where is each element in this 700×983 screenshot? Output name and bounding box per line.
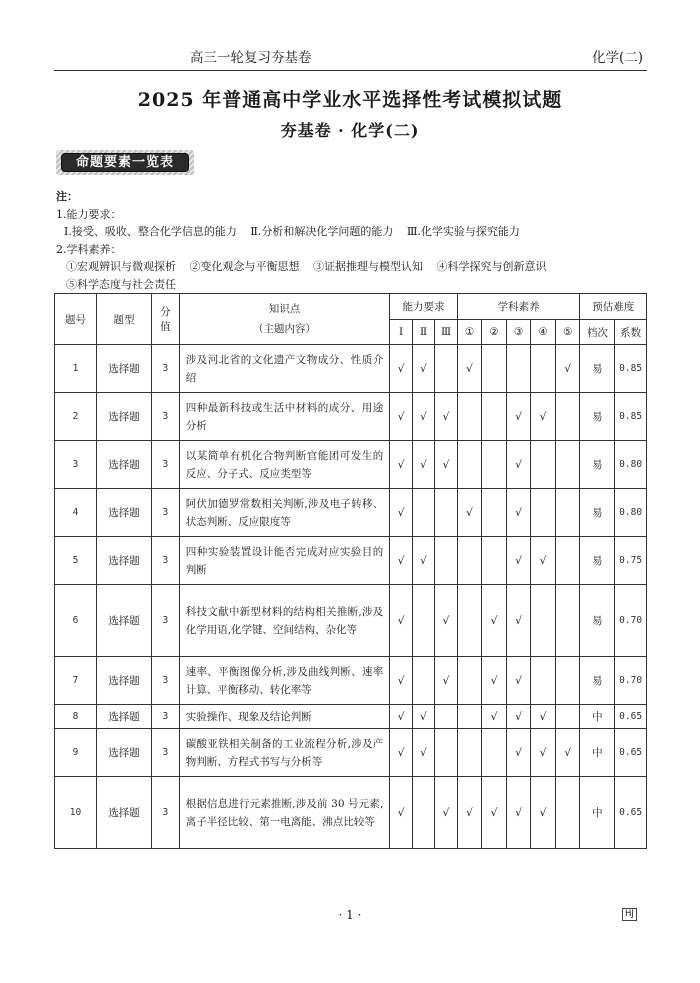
difficulty-coef: 0.85	[615, 345, 647, 393]
literacy-mark	[531, 585, 556, 657]
literacy-mark: √	[457, 777, 482, 849]
page-number: · 1 ·	[338, 908, 362, 922]
question-number: 6	[55, 585, 97, 657]
literacy-mark	[457, 393, 482, 441]
difficulty-level: 易	[580, 537, 615, 585]
table-row	[55, 489, 647, 537]
page-title: 2025 年普通高中学业水平选择性考试模拟试题	[137, 89, 563, 111]
literacy-mark	[555, 489, 580, 537]
literacy-mark: √	[457, 345, 482, 393]
section-banner	[56, 150, 194, 175]
literacy-mark	[555, 441, 580, 489]
difficulty-level: 中	[580, 777, 615, 849]
header-left: 高三一轮复习夯基卷	[190, 50, 312, 66]
difficulty-coef: 0.65	[615, 705, 647, 729]
table-row	[55, 441, 647, 489]
publisher-code: HJ	[622, 908, 637, 921]
difficulty-level: 中	[580, 729, 615, 777]
notes-block	[56, 188, 547, 293]
literacy-title: 2.学科素养：	[56, 242, 122, 256]
ability-item: Ⅱ.分析和解决化学问题的能力	[250, 225, 394, 238]
literacy-mark: √	[531, 393, 556, 441]
ability-mark: √	[412, 705, 434, 729]
col-header-literacy-1: ①	[457, 320, 482, 345]
literacy-list	[56, 258, 547, 276]
knowledge-point: 四种实验装置设计能否完成对应实验目的判断	[179, 537, 390, 585]
table-row	[55, 393, 647, 441]
ability-mark	[435, 489, 458, 537]
question-type: 选择题	[96, 729, 151, 777]
kp-label-1: 知识点	[268, 303, 301, 315]
ability-mark: √	[412, 393, 434, 441]
ability-mark	[412, 489, 434, 537]
col-header-literacy: 学科素养	[457, 294, 580, 320]
notes-label: 注：	[56, 190, 78, 203]
ability-mark: √	[390, 489, 412, 537]
literacy-mark	[457, 705, 482, 729]
col-header-literacy-4: ④	[531, 320, 556, 345]
literacy-mark	[457, 657, 482, 705]
literacy-mark: √	[482, 777, 507, 849]
ability-title: 1.能力要求：	[56, 207, 122, 221]
literacy-mark: √	[482, 585, 507, 657]
question-number: 4	[55, 489, 97, 537]
literacy-mark: √	[531, 729, 556, 777]
knowledge-point: 阿伏加德罗常数相关判断,涉及电子转移、状态判断、反应限度等	[179, 489, 390, 537]
col-header-literacy-3: ③	[506, 320, 531, 345]
difficulty-coef: 0.85	[615, 393, 647, 441]
question-score: 3	[152, 705, 180, 729]
question-type: 选择题	[96, 441, 151, 489]
col-header-no: 题号	[55, 294, 97, 345]
table-row	[55, 585, 647, 657]
literacy-mark	[555, 777, 580, 849]
ability-mark: √	[390, 657, 412, 705]
literacy-mark	[457, 537, 482, 585]
ability-mark: √	[435, 585, 458, 657]
literacy-item: ②变化观念与平衡思想	[189, 260, 300, 273]
literacy-mark: √	[555, 729, 580, 777]
literacy-mark: √	[482, 657, 507, 705]
difficulty-coef: 0.75	[615, 537, 647, 585]
table-row	[55, 729, 647, 777]
question-type: 选择题	[96, 777, 151, 849]
knowledge-point: 碳酸亚铁相关制备的工业流程分析,涉及产物判断、方程式书写与分析等	[179, 729, 390, 777]
literacy-mark	[531, 441, 556, 489]
question-type: 选择题	[96, 537, 151, 585]
col-header-literacy-5: ⑤	[555, 320, 580, 345]
literacy-mark: √	[506, 657, 531, 705]
literacy-mark: √	[531, 537, 556, 585]
literacy-mark	[531, 345, 556, 393]
col-header-ability: 能力要求	[390, 294, 457, 320]
col-header-score	[152, 294, 180, 345]
question-type: 选择题	[96, 393, 151, 441]
literacy-mark: √	[531, 777, 556, 849]
question-number: 7	[55, 657, 97, 705]
literacy-mark: √	[506, 393, 531, 441]
ability-mark	[435, 729, 458, 777]
ability-mark: √	[390, 537, 412, 585]
question-type: 选择题	[96, 585, 151, 657]
ability-mark: √	[390, 393, 412, 441]
literacy-mark: √	[506, 705, 531, 729]
literacy-mark: √	[482, 705, 507, 729]
difficulty-level: 易	[580, 441, 615, 489]
question-score: 3	[152, 729, 180, 777]
literacy-mark	[482, 729, 507, 777]
literacy-mark	[482, 441, 507, 489]
literacy-mark: √	[506, 537, 531, 585]
difficulty-coef: 0.65	[615, 729, 647, 777]
question-number: 1	[55, 345, 97, 393]
knowledge-point: 涉及河北省的文化遗产文物成分、性质介绍	[179, 345, 390, 393]
ability-mark: √	[435, 777, 458, 849]
difficulty-level: 易	[580, 393, 615, 441]
ability-mark: √	[390, 777, 412, 849]
literacy-mark	[555, 705, 580, 729]
ability-mark: √	[390, 441, 412, 489]
ability-mark: √	[412, 537, 434, 585]
literacy-mark	[506, 345, 531, 393]
question-number: 8	[55, 705, 97, 729]
knowledge-point: 根据信息进行元素推断,涉及前 30 号元素,离子半径比较、第一电离能、沸点比较等	[179, 777, 390, 849]
col-header-ability-3: Ⅲ	[435, 320, 458, 345]
ability-mark: √	[412, 729, 434, 777]
difficulty-level: 易	[580, 657, 615, 705]
question-type: 选择题	[96, 657, 151, 705]
literacy-mark: √	[506, 777, 531, 849]
col-header-ability-1: Ⅰ	[390, 320, 412, 345]
col-header-level: 档次	[580, 320, 615, 345]
table-row	[55, 345, 647, 393]
literacy-mark: √	[506, 729, 531, 777]
ability-mark: √	[412, 345, 434, 393]
ability-mark	[435, 345, 458, 393]
literacy-mark: √	[457, 489, 482, 537]
knowledge-point: 以某简单有机化合物判断官能团可发生的反应、分子式、反应类型等	[179, 441, 390, 489]
difficulty-coef: 0.70	[615, 657, 647, 705]
literacy-mark	[555, 585, 580, 657]
literacy-mark	[482, 393, 507, 441]
ability-mark	[412, 777, 434, 849]
literacy-mark	[555, 537, 580, 585]
score-label-1: 分	[160, 306, 171, 318]
ability-list	[56, 223, 547, 241]
ability-mark: √	[435, 393, 458, 441]
col-header-coef: 系数	[615, 320, 647, 345]
ability-mark	[412, 585, 434, 657]
ability-mark: √	[390, 729, 412, 777]
page-header	[54, 40, 647, 71]
question-score: 3	[152, 537, 180, 585]
difficulty-coef: 0.65	[615, 777, 647, 849]
literacy-mark: √	[555, 345, 580, 393]
literacy-mark: √	[506, 489, 531, 537]
col-header-type: 题型	[96, 294, 151, 345]
question-score: 3	[152, 441, 180, 489]
literacy-item: ④科学探究与创新意识	[436, 260, 547, 273]
question-number: 2	[55, 393, 97, 441]
ability-mark	[435, 537, 458, 585]
ability-mark	[412, 657, 434, 705]
difficulty-level: 易	[580, 585, 615, 657]
ability-item: Ⅰ.接受、吸收、整合化学信息的能力	[64, 225, 237, 238]
literacy-mark	[555, 657, 580, 705]
table-row	[55, 777, 647, 849]
question-score: 3	[152, 345, 180, 393]
table-row	[55, 657, 647, 705]
literacy-mark	[531, 489, 556, 537]
col-header-kp	[179, 294, 390, 345]
literacy-mark	[457, 729, 482, 777]
question-type: 选择题	[96, 705, 151, 729]
question-number: 3	[55, 441, 97, 489]
ability-mark: √	[390, 585, 412, 657]
question-type: 选择题	[96, 345, 151, 393]
header-right: 化学(二)	[591, 50, 643, 66]
page-subtitle: 夯基卷 · 化学(二)	[280, 121, 420, 140]
ability-mark	[435, 705, 458, 729]
literacy-mark	[457, 441, 482, 489]
question-score: 3	[152, 777, 180, 849]
ability-mark: √	[390, 345, 412, 393]
question-number: 5	[55, 537, 97, 585]
literacy-item: ③证据推理与模型认知	[313, 260, 423, 273]
ability-mark: √	[390, 705, 412, 729]
table-body	[55, 345, 647, 849]
literacy-item-5: ⑤科学态度与社会责任	[66, 277, 176, 291]
question-score: 3	[152, 585, 180, 657]
literacy-mark	[482, 537, 507, 585]
table-row	[55, 537, 647, 585]
ability-item: Ⅲ.化学实验与探究能力	[406, 225, 520, 238]
ability-mark: √	[412, 441, 434, 489]
score-label-2: 值	[160, 321, 171, 333]
literacy-mark: √	[506, 441, 531, 489]
literacy-mark	[555, 393, 580, 441]
knowledge-point: 实验操作、现象及结论判断	[179, 705, 390, 729]
difficulty-coef: 0.70	[615, 585, 647, 657]
difficulty-level: 中	[580, 705, 615, 729]
question-score: 3	[152, 489, 180, 537]
table-row	[55, 705, 647, 729]
question-number: 10	[55, 777, 97, 849]
ability-mark: √	[435, 657, 458, 705]
col-header-literacy-2: ②	[482, 320, 507, 345]
knowledge-point: 速率、平衡图像分析,涉及曲线判断、速率计算、平衡移动、转化率等	[179, 657, 390, 705]
question-number: 9	[55, 729, 97, 777]
col-header-ability-2: Ⅱ	[412, 320, 434, 345]
knowledge-point: 四种最新科技或生活中材料的成分、用途分析	[179, 393, 390, 441]
ability-mark: √	[435, 441, 458, 489]
col-header-difficulty: 预估难度	[580, 294, 647, 320]
literacy-item: ①宏观辨识与微观探析	[66, 260, 176, 273]
literacy-mark	[457, 585, 482, 657]
banner-label: 命题要素一览表	[61, 153, 189, 172]
literacy-mark	[482, 345, 507, 393]
literacy-mark	[531, 657, 556, 705]
literacy-mark	[482, 489, 507, 537]
literacy-mark: √	[531, 705, 556, 729]
difficulty-level: 易	[580, 489, 615, 537]
difficulty-coef: 0.80	[615, 441, 647, 489]
difficulty-coef: 0.80	[615, 489, 647, 537]
difficulty-level: 易	[580, 345, 615, 393]
knowledge-point: 科技文献中新型材料的结构相关推断,涉及化学用语,化学键、空间结构、杂化等	[179, 585, 390, 657]
question-score: 3	[152, 393, 180, 441]
literacy-mark: √	[506, 585, 531, 657]
kp-label-2: （主题内容）	[253, 323, 316, 335]
proposition-table	[54, 293, 647, 849]
question-type: 选择题	[96, 489, 151, 537]
question-score: 3	[152, 657, 180, 705]
